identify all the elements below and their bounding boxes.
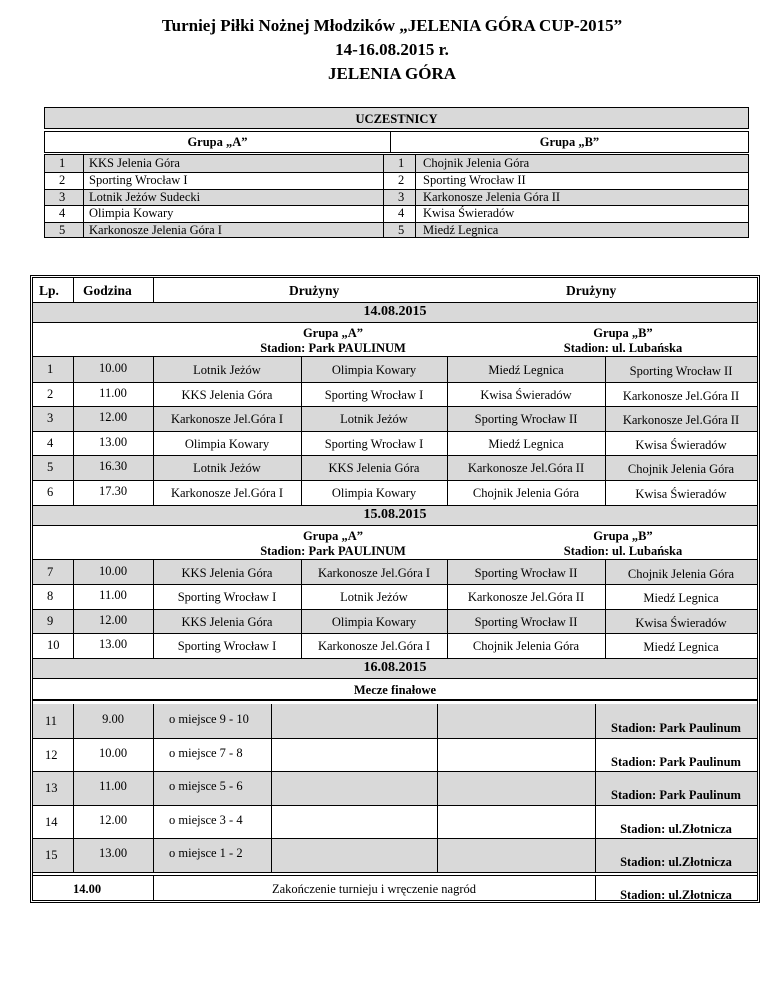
groupA-no: 1 bbox=[59, 156, 66, 170]
day-date: 15.08.2015 bbox=[363, 506, 427, 522]
groupA-team: Lotnik Jeżów Sudecki bbox=[89, 189, 201, 204]
match-teamB1: Karkonosze Jel.Góra II bbox=[467, 590, 585, 605]
groupB-team: Karkonosze Jelenia Góra II bbox=[423, 189, 561, 204]
match-teamA2: Sporting Wrocław I bbox=[324, 436, 424, 451]
match-teamA1: KKS Jelenia Góra bbox=[181, 387, 273, 402]
match-teamB2: Miedź Legnica bbox=[643, 640, 719, 655]
day-date: 14.08.2015 bbox=[363, 304, 427, 319]
stadiumA-heading: Stadion: Park PAULINUM bbox=[260, 543, 406, 558]
match-lp: 1 bbox=[47, 362, 54, 376]
row-divider bbox=[33, 584, 757, 585]
finals-subtitle: Mecze finałowe bbox=[353, 683, 437, 697]
match-teamB1: Karkonosze Jel.Góra II bbox=[467, 461, 585, 476]
participants-list bbox=[44, 154, 749, 238]
col-divider bbox=[437, 704, 438, 872]
match-time: 12.00 bbox=[98, 612, 128, 627]
match-lp: 3 bbox=[47, 411, 54, 426]
match-lp: 2 bbox=[47, 386, 54, 401]
final-lp: 15 bbox=[45, 848, 58, 863]
row-divider bbox=[33, 382, 757, 383]
stadiumB-heading: Stadion: ul. Lubańska bbox=[563, 341, 683, 355]
match-teamA2: Olimpia Kowary bbox=[331, 363, 417, 377]
match-teamA1: Karkonosze Jel.Góra I bbox=[170, 486, 284, 500]
match-lp: 4 bbox=[47, 435, 54, 450]
groupA-no: 4 bbox=[59, 206, 66, 221]
final-lp: 14 bbox=[45, 814, 58, 829]
match-teamB2: Chojnik Jelenia Góra bbox=[627, 462, 735, 477]
match-teamA2: Lotnik Jeżów bbox=[340, 590, 408, 605]
final-stadium: Stadion: Park Paulinum bbox=[611, 721, 741, 735]
groupA-heading: Grupa „A” bbox=[302, 528, 364, 543]
match-time: 10.00 bbox=[98, 563, 128, 578]
final-place: o miejsce 7 - 8 bbox=[169, 745, 243, 760]
match-time: 13.00 bbox=[98, 637, 128, 652]
col-divider bbox=[153, 278, 154, 302]
row-divider bbox=[33, 609, 757, 610]
groupA-no: 3 bbox=[59, 189, 66, 204]
match-teamA2: Lotnik Jeżów bbox=[340, 412, 408, 427]
match-time: 10.00 bbox=[98, 361, 128, 375]
final-time: 11.00 bbox=[99, 779, 127, 794]
groupB-team: Sporting Wrocław II bbox=[423, 172, 526, 187]
match-teamA2: Sporting Wrocław I bbox=[324, 387, 424, 402]
final-place: o miejsce 3 - 4 bbox=[169, 812, 243, 827]
row-divider bbox=[33, 700, 757, 701]
final-lp: 12 bbox=[45, 747, 58, 762]
col-divider bbox=[301, 357, 302, 505]
match-teamB1: Sporting Wrocław II bbox=[474, 614, 578, 629]
col-divider bbox=[153, 560, 154, 658]
match-teamB1: Chojnik Jelenia Góra bbox=[472, 639, 580, 654]
match-teamB2: Kwisa Świeradów bbox=[635, 437, 727, 452]
final-place: o miejsce 9 - 10 bbox=[169, 712, 249, 726]
col-divider bbox=[153, 704, 154, 872]
groupA-team: KKS Jelenia Góra bbox=[89, 156, 180, 170]
groupB-no: 3 bbox=[398, 189, 405, 204]
groupA-team: Karkonosze Jelenia Góra I bbox=[89, 223, 222, 238]
match-time: 17.30 bbox=[98, 484, 128, 498]
row-divider bbox=[45, 172, 748, 173]
final-time: 10.00 bbox=[98, 745, 128, 760]
participants-group-header bbox=[44, 131, 749, 153]
row-divider bbox=[33, 406, 757, 407]
col-lp: Lp. bbox=[39, 283, 59, 298]
closing-time: 14.00 bbox=[73, 882, 102, 896]
match-teamB2: Kwisa Świeradów bbox=[635, 487, 727, 501]
stadiumB-heading: Stadion: ul. Lubańska bbox=[563, 543, 683, 558]
col-teams-b: Drużyny bbox=[566, 283, 617, 298]
groupA-label: Grupa „A” bbox=[187, 135, 248, 149]
groupB-team: Kwisa Świeradów bbox=[423, 206, 515, 221]
final-time: 12.00 bbox=[98, 812, 128, 827]
col-divider bbox=[301, 560, 302, 658]
final-stadium: Stadion: ul.Złotnicza bbox=[620, 855, 732, 870]
final-lp: 13 bbox=[45, 781, 58, 796]
match-time: 11.00 bbox=[99, 385, 127, 400]
final-time: 9.00 bbox=[102, 712, 124, 726]
col-divider bbox=[415, 155, 416, 237]
match-lp: 7 bbox=[47, 564, 54, 579]
col-divider bbox=[595, 704, 596, 872]
row-divider bbox=[33, 431, 757, 432]
match-teamA2: KKS Jelenia Góra bbox=[328, 461, 420, 476]
match-teamA2: Olimpia Kowary bbox=[331, 486, 417, 500]
row-divider bbox=[33, 805, 757, 806]
groupA-heading: Grupa „A” bbox=[302, 326, 364, 340]
match-teamB2: Chojnik Jelenia Góra bbox=[627, 566, 735, 581]
participants-title-bar bbox=[44, 107, 749, 129]
match-lp: 10 bbox=[47, 638, 60, 653]
match-teamB1: Miedź Legnica bbox=[488, 436, 564, 451]
groupB-heading: Grupa „B” bbox=[593, 326, 653, 340]
match-teamA1: Olimpia Kowary bbox=[184, 436, 270, 451]
match-teamA1: Lotnik Jeżów bbox=[193, 461, 261, 476]
col-divider bbox=[73, 357, 74, 505]
final-time: 13.00 bbox=[98, 846, 128, 861]
final-place: o miejsce 5 - 6 bbox=[169, 779, 243, 794]
col-teams-a: Drużyny bbox=[289, 283, 340, 298]
match-teamB1: Miedź Legnica bbox=[488, 363, 564, 377]
col-divider bbox=[605, 560, 606, 658]
col-divider bbox=[153, 876, 154, 901]
final-lp: 11 bbox=[45, 714, 58, 728]
match-time: 13.00 bbox=[98, 434, 128, 449]
col-divider bbox=[447, 560, 448, 658]
col-divider bbox=[383, 155, 384, 237]
match-teamA1: KKS Jelenia Góra bbox=[181, 614, 273, 629]
row-divider bbox=[45, 205, 748, 206]
match-teamA2: Karkonosze Jel.Góra I bbox=[317, 565, 431, 580]
match-lp: 8 bbox=[47, 589, 54, 604]
groupB-no: 5 bbox=[398, 223, 405, 238]
closing-text: Zakończenie turnieju i wręczenie nagród bbox=[271, 882, 477, 896]
col-divider bbox=[271, 704, 272, 872]
participants-title: UCZESTNICY bbox=[355, 112, 438, 126]
groupA-team: Olimpia Kowary bbox=[89, 206, 174, 221]
row-divider bbox=[33, 633, 757, 634]
title-city: JELENIA GÓRA bbox=[328, 64, 456, 83]
match-teamB1: Chojnik Jelenia Góra bbox=[472, 486, 580, 500]
col-divider bbox=[73, 278, 74, 302]
col-divider bbox=[605, 357, 606, 505]
final-place: o miejsce 1 - 2 bbox=[169, 846, 243, 861]
final-stadium: Stadion: Park Paulinum bbox=[611, 754, 741, 769]
title-line1: Turniej Piłki Nożnej Młodzików „JELENIA GÓRA CUP-2015” bbox=[161, 16, 623, 35]
col-divider bbox=[73, 704, 74, 872]
groupA-team: Sporting Wrocław I bbox=[89, 172, 188, 187]
match-time: 12.00 bbox=[98, 410, 128, 425]
groupB-team: Miedź Legnica bbox=[423, 223, 499, 238]
groupB-no: 2 bbox=[398, 172, 405, 187]
match-lp: 5 bbox=[47, 460, 54, 475]
match-teamA1: Sporting Wrocław I bbox=[177, 639, 277, 654]
row-divider bbox=[45, 189, 748, 190]
closing-stadium: Stadion: ul.Złotnicza bbox=[620, 888, 732, 901]
groupB-label: Grupa „B” bbox=[539, 135, 600, 149]
col-time: Godzina bbox=[83, 283, 132, 298]
row-divider bbox=[33, 838, 757, 839]
col-divider bbox=[595, 876, 596, 901]
stadiumA-heading: Stadion: Park PAULINUM bbox=[260, 341, 406, 355]
match-time: 16.30 bbox=[98, 459, 128, 474]
final-stadium: Stadion: Park Paulinum bbox=[611, 788, 741, 803]
row-divider bbox=[33, 872, 757, 873]
col-divider bbox=[153, 357, 154, 505]
match-teamA1: Lotnik Jeżów bbox=[193, 363, 261, 377]
schedule-table bbox=[32, 277, 758, 901]
match-teamB2: Miedź Legnica bbox=[643, 591, 719, 606]
row-divider bbox=[33, 480, 757, 481]
groupB-heading: Grupa „B” bbox=[593, 528, 653, 543]
match-teamB1: Kwisa Świeradów bbox=[480, 387, 572, 402]
match-time: 11.00 bbox=[99, 588, 127, 603]
white-band bbox=[33, 278, 757, 302]
groupB-no: 4 bbox=[398, 206, 405, 221]
row-divider bbox=[45, 222, 748, 223]
day-date: 16.08.2015 bbox=[363, 660, 427, 675]
row-divider bbox=[33, 771, 757, 772]
match-lp: 9 bbox=[47, 613, 54, 628]
title-dates: 14-16.08.2015 r. bbox=[335, 40, 449, 59]
groupA-no: 2 bbox=[59, 172, 66, 187]
match-teamB1: Sporting Wrocław II bbox=[474, 412, 578, 427]
match-lp: 6 bbox=[47, 485, 54, 499]
final-stadium: Stadion: ul.Złotnicza bbox=[620, 821, 732, 836]
match-teamA1: Karkonosze Jel.Góra I bbox=[170, 412, 284, 427]
row-divider bbox=[33, 738, 757, 739]
row-divider bbox=[33, 455, 757, 456]
match-teamA1: KKS Jelenia Góra bbox=[181, 565, 273, 580]
match-teamB2: Karkonosze Jel.Góra II bbox=[622, 388, 740, 403]
col-divider bbox=[447, 357, 448, 505]
match-teamB1: Sporting Wrocław II bbox=[474, 565, 578, 580]
groupB-team: Chojnik Jelenia Góra bbox=[423, 156, 530, 170]
groupB-no: 1 bbox=[398, 156, 405, 170]
match-teamA2: Olimpia Kowary bbox=[331, 614, 417, 629]
groupA-no: 5 bbox=[59, 223, 66, 238]
match-teamB2: Sporting Wrocław II bbox=[629, 364, 733, 378]
match-teamB2: Kwisa Świeradów bbox=[635, 615, 727, 630]
match-teamA1: Sporting Wrocław I bbox=[177, 590, 277, 605]
match-teamB2: Karkonosze Jel.Góra II bbox=[622, 413, 740, 428]
match-teamA2: Karkonosze Jel.Góra I bbox=[317, 639, 431, 654]
col-divider bbox=[73, 560, 74, 658]
col-divider bbox=[83, 155, 84, 237]
